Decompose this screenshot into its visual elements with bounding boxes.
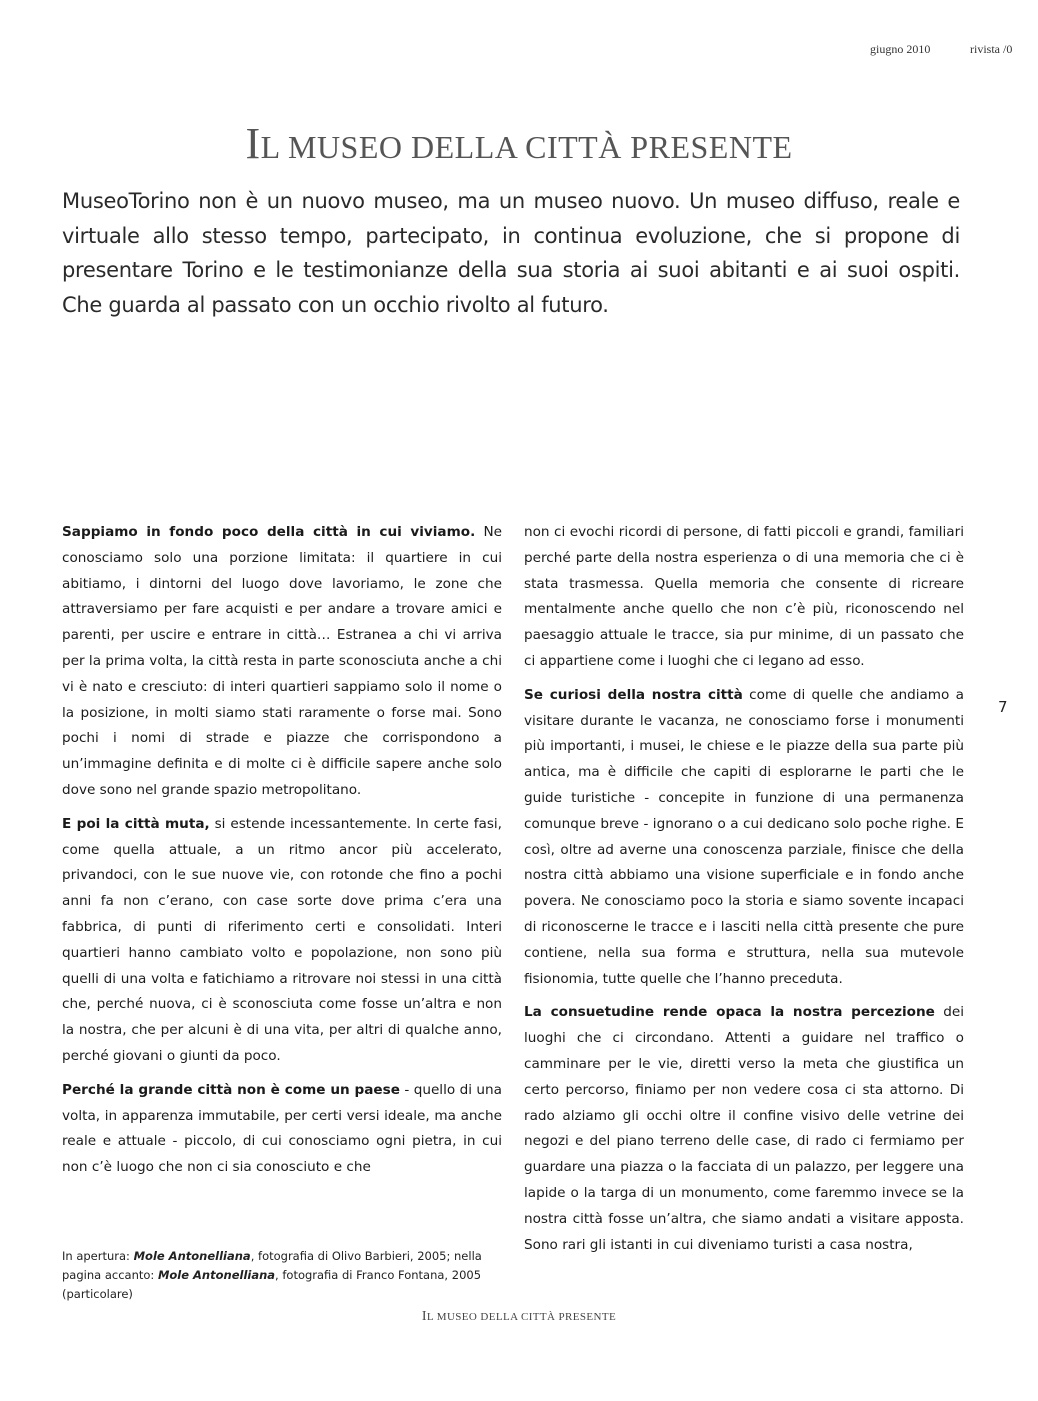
paragraph-lead-in: Se curiosi della nostra città <box>524 686 743 703</box>
header-date: giugno 2010 <box>870 42 931 56</box>
right-column <box>524 520 964 1266</box>
caption-artwork-title: Mole Antonelliana <box>133 1249 251 1263</box>
paragraph-text: non ci evochi ricordi di persone, di fatti piccoli e grandi, familiari perché parte della nostra esperienza o di una memoria che ci è stata trasmessa. Quella memoria che consente di ricreare mentalmente anche quello che non c’è più, riconoscendo nel paesaggio attuale le tracce, sia pur minime, di un passato che ci appartiene come i luoghi che ci legano ad esso. <box>524 524 964 669</box>
header-magazine: rivista /0 <box>970 42 1013 56</box>
paragraph-text: Ne conosciamo solo una porzione limitata: il quartiere in cui abitiamo, i dintorni del luogo dove lavoriamo, le zone che attraversiamo per fare acquisti e per andare a trovare amici e parenti, per uscire e entrare in città… Estranea a chi vi arriva per la prima volta, la città resta in parte sconosciuta anche a chi vi è nato e cresciuto: di interi quartieri sappiamo solo il nome o la posizione, in molti siamo stati raramente o forse mai. Sono pochi i nomi di strade e piazze che corrispondono a un’immagine definita e di molte ci è difficile sapere anche solo dove sono nel grande spazio metropolitano. <box>62 524 502 798</box>
paragraph <box>524 520 964 675</box>
paragraph <box>62 812 502 1070</box>
footer-rest: L MUSEO DELLA CITTÀ PRESENTE <box>426 1311 617 1323</box>
page-number: 7 <box>998 698 1008 716</box>
caption-text: In apertura: <box>62 1249 134 1263</box>
paragraph-text: come di quelle che andiamo a visitare durante le vacanza, ne conosciamo forse i monumenti più importanti, i musei, le chiese e le piazze della sua parte più antica, ma è difficile che capiti di esplorarne le parti che le guide turistiche - concepite in funzione di una permanenza comunque breve - ignorano o a cui dedicano solo poche righe. E così, oltre ad averne una conoscenza parziale, finisce che della nostra città abbiamo una visione superficiale e in fondo anche povera. Ne conosciamo poco la storia e siamo sovente incapaci di riconoscerne le tracce e i lasciti nella città presente che pure contiene, nella sua forma e struttura, nella sua mutevole fisionomia, tutte quelle che l’hanno preceduta. <box>524 686 964 987</box>
paragraph-text: - quello di una volta, in apparenza immutabile, per certi versi ideale, ma anche reale e attuale - piccolo, di cui conosciamo ogni pietra, in cui non c’è luogo che non ci sia conosciuto e che <box>62 1081 502 1176</box>
lead-paragraph: MuseoTorino non è un nuovo museo, ma un museo nuovo. Un museo diffuso, reale e virtuale allo stesso tempo, partecipato, in continua evoluzione, che si propone di presentare Torino e le testimonianze della sua storia ai suoi abitanti e ai suoi ospiti. Che guarda al passato con un occhio rivolto al futuro. <box>62 189 960 317</box>
title-initial: I <box>245 119 261 168</box>
paragraph-lead-in: Sappiamo in fondo poco della città in cui viviamo. <box>62 524 476 540</box>
paragraph <box>524 1000 964 1258</box>
title-rest: L MUSEO DELLA CITTÀ PRESENTE <box>260 129 793 165</box>
paragraph-text: si estende incessantemente. In certe fasi, come quella attuale, a un ritmo ancor più accelerato, privandoci, con le sue nuove vie, con rotonde che fino a pochi anni fa non c’erano, con case sorte dove prima c’era una fabbrica, di punti di riferimento certi e consolidati. Interi quartieri hanno cambiato volto e popolazione, non sono più quelli di una volta e fatichiamo a ritrovare noi stessi in una città che, perché nuova, ci è sconosciuta come fosse un’altra e non la nostra, che per alcuni è di una vita, per altri di qualche anno, perché giovani o giunti da poco. <box>62 815 503 1064</box>
left-column <box>62 520 502 1189</box>
paragraph-lead-in: Perché la grande città non è come un paese <box>62 1081 400 1098</box>
paragraph-lead-in: La consuetudine rende opaca la nostra percezione <box>524 1004 935 1021</box>
paragraph <box>62 1078 502 1181</box>
running-footer <box>0 1309 1038 1325</box>
photo-caption <box>62 1247 482 1304</box>
paragraph <box>62 520 502 804</box>
paragraph-text: dei luoghi che ci circondano. Attenti a guidare nel traffico o camminare per le vie, diretti verso la meta che giustifica un certo percorso, finiamo per non vedere cosa ci sta attorno. Di rado alziamo gli occhi oltre il confine visivo delle vetrine dei negozi e del piano terreno delle case, di rado ci fermiamo per guardare una piazza o la facciata di un palazzo, per leggere una lapide o la targa di un monumento, come faremmo invece se la nostra città fosse un’altra, che siamo andati a visitare apposta. Sono rari gli istanti in cui diveniamo turisti a casa nostra, <box>524 1004 965 1253</box>
caption-text: , fotografia di Olivo Barbieri, 2005; nella pagina accanto: <box>62 1249 482 1282</box>
paragraph <box>524 683 964 993</box>
paragraph-lead-in: E poi la città muta, <box>62 815 210 832</box>
page-title <box>0 118 1038 169</box>
footer-initial: I <box>421 1309 427 1324</box>
caption-text: , fotografia di Franco Fontana, 2005 (particolare) <box>62 1268 482 1301</box>
caption-artwork-title: Mole Antonelliana <box>157 1268 276 1282</box>
